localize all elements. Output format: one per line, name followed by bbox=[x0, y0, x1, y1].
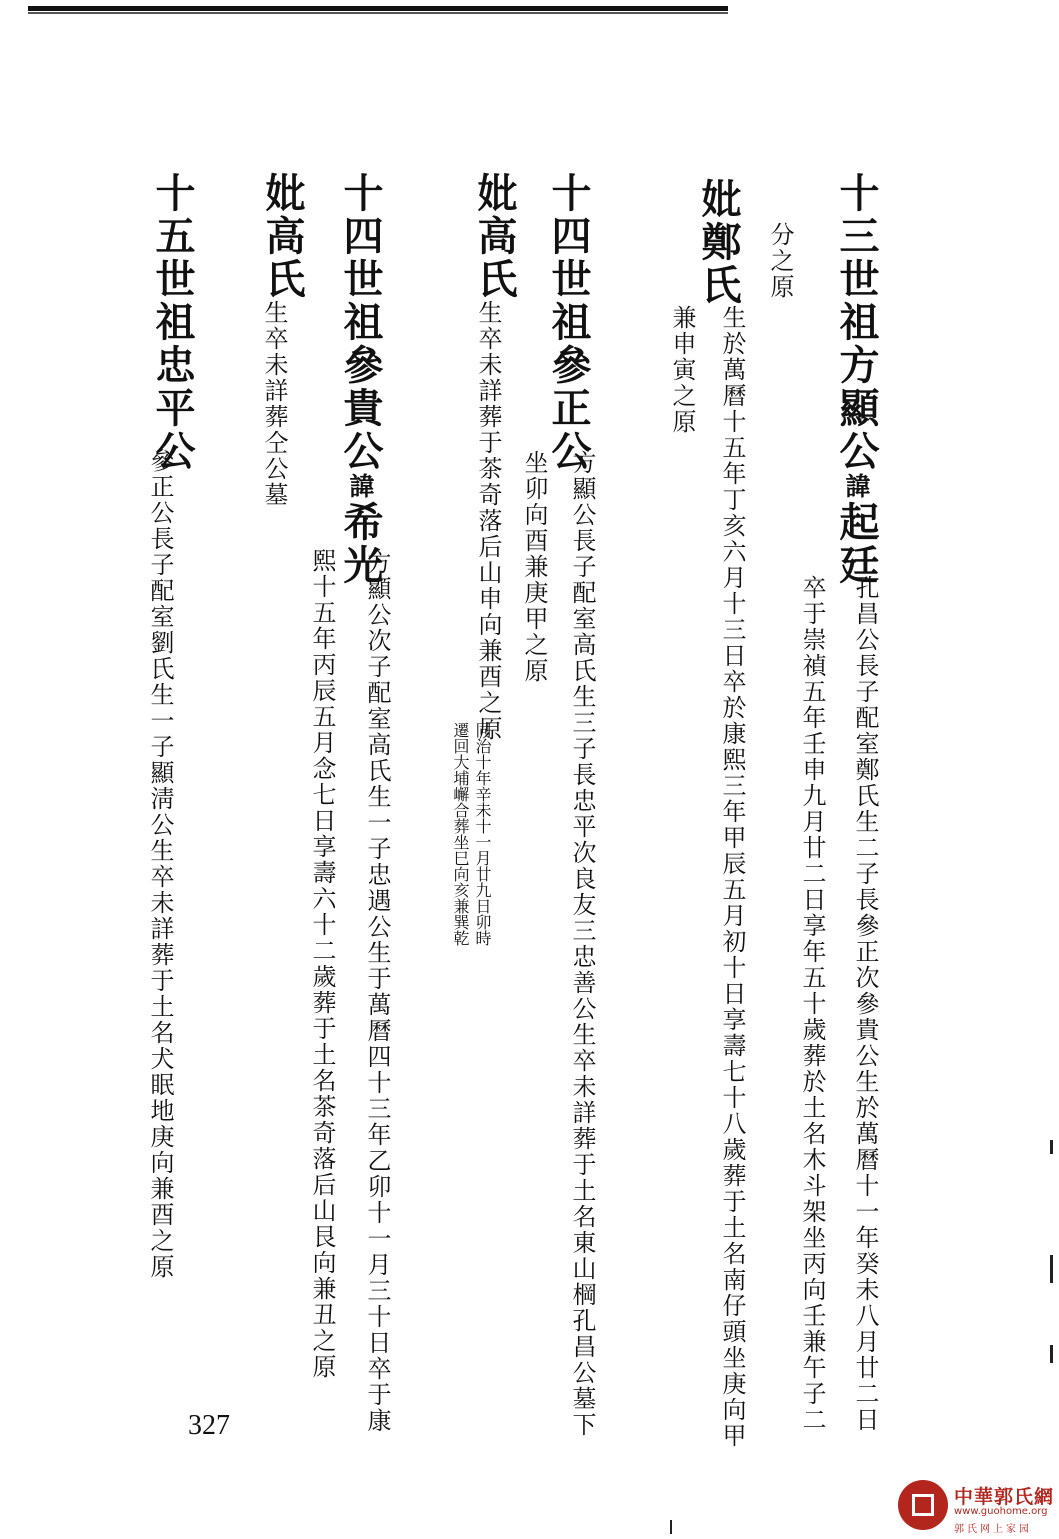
page-number: 327 bbox=[188, 1410, 230, 1441]
entry-14th-canzheng-text-1: 方顯公長子配室高氏生三子長忠平次良友三忠善公生卒未詳葬于土名東山棡孔昌公墓下 bbox=[568, 450, 596, 1438]
entry-wife-zheng-text-1: 生於萬曆十五年丁亥六月十三日卒於康熙三年甲辰五月初十日享壽七十八歲葬于土名南仔頭坐庚向甲 bbox=[718, 305, 746, 1449]
entry-15th-zhongping-text: 參正公長子配室劉氏生一子顯淸公生卒未詳葬于土名犬眠地庚向兼酉之原 bbox=[146, 448, 174, 1280]
seal-icon bbox=[898, 1480, 948, 1530]
entry-wife-gao-1-note-2: 遷回大埔嶰合葬坐巳向亥兼巽乾 bbox=[451, 722, 470, 946]
heading-14th-cangui-title: 十四世祖參貴公 bbox=[337, 172, 384, 473]
heading-13th-ancestor bbox=[833, 172, 880, 587]
entry-13th-text-2: 卒于崇禎五年壬申九月廿二日享年五十歲葬於土名木斗架坐丙向壬兼午子二 bbox=[798, 575, 826, 1433]
heading-15th-zhongping: 十五世祖忠平公 bbox=[149, 172, 196, 473]
heading-14th-cangui-name: 希光 bbox=[337, 501, 384, 587]
top-border bbox=[28, 6, 728, 11]
heading-14th-cangui bbox=[337, 172, 384, 587]
heading-wife-gao-1: 妣高氏 bbox=[471, 172, 518, 301]
entry-wife-zheng-text-2: 兼申寅之原 bbox=[668, 305, 696, 435]
entry-14th-canzheng-text-2: 坐卯向酉兼庚甲之原 bbox=[520, 450, 548, 684]
entry-wife-gao-1-text: 生卒未詳葬于茶奇落后山申向兼酉之原 bbox=[474, 300, 502, 742]
scan-speck bbox=[670, 1520, 672, 1534]
scan-speck bbox=[1050, 1140, 1053, 1154]
heading-13th-title: 十三世祖方顯公 bbox=[833, 172, 880, 473]
heading-13th-name: 起廷 bbox=[833, 501, 880, 587]
entry-14th-cangui-text-1: 方顯公次子配室高氏生一子忠遇公生于萬曆四十三年乙卯十一月三十日卒于康 bbox=[363, 550, 391, 1434]
heading-14th-canzheng: 十四世祖參正公 bbox=[545, 172, 592, 473]
scan-speck bbox=[1050, 1345, 1053, 1363]
entry-wife-gao-2-text: 生卒未詳葬仝公墓 bbox=[260, 300, 288, 508]
entry-13th-continuation: 分之原 bbox=[766, 222, 794, 300]
site-logo bbox=[898, 1480, 1058, 1538]
heading-14th-cangui-hui: 諱 bbox=[346, 473, 375, 501]
entry-13th-text-1: 孔昌公長子配室鄭氏生二子長參正次參貴公生於萬曆十一年癸未八月廿二日 bbox=[851, 575, 879, 1433]
logo-url: www.guohome.org bbox=[954, 1506, 1048, 1517]
top-border-thin bbox=[28, 12, 728, 14]
entry-14th-cangui-text-2: 熙十五年丙辰五月念七日享壽六十二歲葬于土名茶奇落后山艮向兼丑之原 bbox=[308, 548, 336, 1380]
logo-tagline: 郭氏网上家园 bbox=[954, 1524, 1032, 1535]
heading-wife-gao-2: 妣高氏 bbox=[259, 172, 306, 301]
heading-wife-zheng: 妣鄭氏 bbox=[695, 178, 742, 307]
logo-name: 中華郭氏網 bbox=[954, 1486, 1055, 1508]
entry-wife-gao-1-note-1: 同治十年辛未十一月廿九日卯時 bbox=[473, 722, 492, 946]
heading-13th-hui: 諱 bbox=[842, 473, 871, 501]
scan-speck bbox=[1050, 1255, 1053, 1283]
